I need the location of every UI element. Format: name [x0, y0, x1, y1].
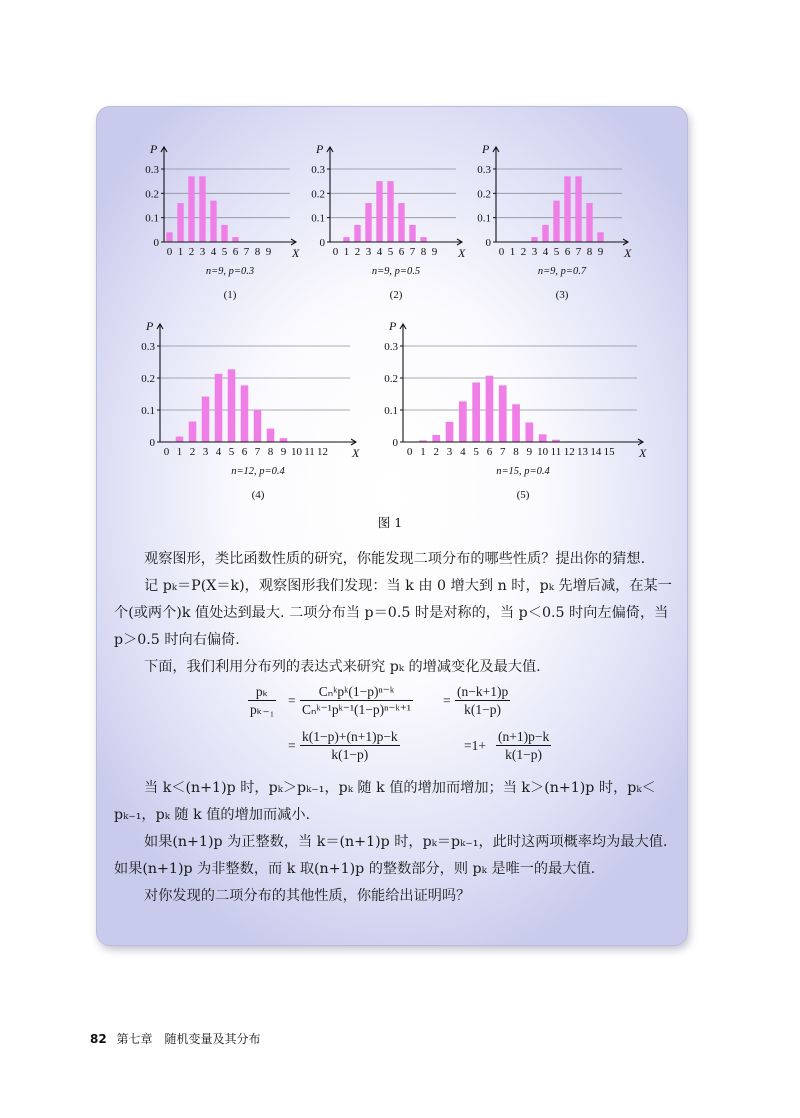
y-tick-label: 0.3	[384, 341, 398, 353]
x-tick-label: 8	[254, 246, 261, 258]
y-tick-label: 0.1	[141, 405, 155, 417]
chart-caption: n=9, p=0.3	[205, 266, 255, 277]
x-tick-label: 5	[228, 446, 235, 458]
chart-binomial-1	[138, 140, 298, 316]
x-tick-label: 4	[210, 246, 217, 258]
bar	[459, 401, 467, 442]
y-tick-label: 0.2	[145, 188, 159, 201]
bar	[420, 237, 426, 242]
chart-svg	[138, 140, 298, 312]
x-tick-label: 3	[531, 246, 538, 258]
bar	[387, 181, 393, 242]
fraction-final: $\frac{(n+1)p-k}{k(1-p)}$	[498, 729, 550, 762]
bar	[189, 422, 197, 442]
bar	[215, 374, 223, 442]
ratio-derivation: $\frac{\text{pₖ}}{\text{pₖ₋₁}}$ = Cₙᵏpᵏ(1−p)ⁿ⁻ᵏ Cₙᵏ⁻¹pᵏ⁻¹(1−p)ⁿ⁻ᵏ⁺¹ = $\frac{(n-k+1)p}{k(1-p)}$ = $\frac{k(1-p)+(n+1)p-k}{k(1-p)}$ =1+ $\frac{(n+1)p-k}{k(1-p)}$	[250, 684, 550, 762]
y-tick-label: 0.3	[311, 164, 325, 176]
x-tick-label: 5	[473, 446, 479, 458]
fraction-expanded: $\frac{k(1-p)+(n+1)p-k}{k(1-p)}$	[302, 729, 398, 762]
bar	[166, 232, 172, 242]
chart-caption: n=15, p=0.4	[496, 466, 550, 477]
fraction-binomial-ratio: Cₙᵏpᵏ(1−p)ⁿ⁻ᵏ Cₙᵏ⁻¹pᵏ⁻¹(1−p)ⁿ⁻ᵏ⁺¹	[302, 684, 411, 717]
subfigure-label: (1)	[223, 289, 237, 301]
paragraph-2: 记 pₖ＝P(X＝k)，观察图形我们发现：当 k 由 0 增大到 n 时，pₖ 先增后减，在某一个(或两个)k 值处达到最大. 二项分布当 p＝0.5 时是对称的，当 p＜0.5 时向左偏倚，当 p＞0.5 时向右偏倚.	[114, 578, 672, 648]
y-tick-label: 0.1	[311, 212, 325, 225]
bar	[539, 434, 547, 442]
bar	[531, 237, 537, 242]
x-axis-label: X	[639, 446, 647, 460]
x-tick-label: 9	[526, 446, 533, 458]
y-axis-label: P	[389, 319, 397, 333]
bar	[210, 201, 216, 242]
x-tick-label: 1	[177, 246, 184, 258]
x-tick-label: 10	[291, 446, 302, 458]
bar	[176, 437, 184, 442]
y-tick-label: 0	[392, 437, 398, 449]
chart-binomial-3	[470, 140, 630, 316]
y-tick-label: 0.1	[384, 405, 398, 417]
subfigure-label: (5)	[516, 489, 530, 501]
x-tick-label: 9	[597, 246, 604, 258]
x-axis-label: X	[292, 246, 300, 260]
bar	[512, 404, 520, 442]
chart-binomial-4	[130, 316, 370, 516]
x-tick-label: 6	[486, 446, 493, 458]
x-tick-label: 1	[343, 246, 350, 258]
y-tick-label: 0	[149, 437, 155, 449]
x-tick-label: 3	[199, 246, 206, 258]
body-text	[114, 546, 672, 910]
x-tick-label: 5	[553, 246, 560, 258]
chart-binomial-2	[304, 140, 464, 316]
bar	[354, 225, 360, 242]
x-axis-label: X	[624, 246, 632, 260]
bar	[499, 385, 507, 442]
chart-svg	[304, 140, 464, 312]
subfigure-label: (4)	[251, 489, 265, 501]
paragraph-5: 如果(n+1)p 为正整数，当 k＝(n+1)p 时，pₖ＝pₖ₋₁，此时这两项概率均为最大值. 如果(n+1)p 为非整数，而 k 取(n+1)p 的整数部分，则 pₖ 是唯一的最大值.	[114, 834, 668, 877]
x-tick-label: 7	[575, 246, 582, 258]
x-tick-label: 4	[542, 246, 549, 258]
subfigure-label: (2)	[389, 289, 403, 301]
chart-svg	[367, 316, 657, 512]
paragraph-6: 对你发现的二项分布的其他性质，你能给出证明吗？	[144, 888, 471, 904]
x-tick-label: 2	[354, 246, 361, 258]
y-tick-label: 0	[485, 237, 491, 249]
y-tick-label: 0	[153, 237, 159, 249]
x-tick-label: 0	[498, 246, 505, 258]
bar	[553, 201, 559, 242]
bar	[432, 435, 440, 442]
bar	[586, 203, 592, 242]
bar	[376, 181, 382, 242]
y-axis-label: P	[146, 319, 154, 333]
chart-caption: n=12, p=0.4	[231, 466, 285, 477]
x-tick-label: 14	[590, 446, 602, 458]
x-tick-label: 0	[163, 446, 170, 458]
x-tick-label: 2	[188, 246, 195, 258]
x-tick-label: 7	[243, 246, 250, 258]
bar	[221, 225, 227, 242]
bar	[202, 397, 210, 442]
figure-label: 图 1	[377, 515, 403, 530]
bar	[564, 176, 570, 242]
bar	[486, 376, 494, 442]
x-tick-label: 1	[509, 246, 516, 258]
paragraph-1: 观察图形，类比函数性质的研究，你能发现二项分布的哪些性质？提出你的猜想.	[144, 551, 646, 567]
x-tick-label: 6	[398, 246, 405, 258]
page-number: 82	[90, 1032, 107, 1046]
bar	[343, 237, 349, 242]
bar	[542, 225, 548, 242]
bar	[254, 410, 262, 442]
chart-svg	[130, 316, 370, 512]
bar	[409, 225, 415, 242]
y-tick-label: 0.2	[141, 373, 155, 385]
y-axis-label: P	[316, 142, 324, 156]
x-tick-label: 0	[166, 246, 173, 258]
paragraph-3: 下面，我们利用分布列的表达式来研究 pₖ 的增减变化及最大值.	[144, 659, 541, 675]
chart-binomial-5	[367, 316, 657, 516]
bar	[398, 203, 404, 242]
bar	[177, 203, 183, 242]
subfigure-label: (3)	[555, 289, 569, 301]
x-tick-label: 3	[446, 446, 453, 458]
bar	[280, 438, 288, 442]
x-tick-label: 4	[460, 446, 466, 458]
bar	[199, 176, 205, 242]
x-tick-label: 0	[406, 446, 413, 458]
bar	[472, 382, 480, 442]
y-tick-label: 0	[319, 237, 325, 249]
fraction-simplified: $\frac{(n-k+1)p}{k(1-p)}$	[457, 684, 509, 717]
bar	[525, 422, 533, 442]
bar	[241, 385, 249, 442]
x-tick-label: 12	[563, 446, 575, 458]
paragraph-4: 当 k＜(n+1)p 时，pₖ＞pₖ₋₁，pₖ 随 k 值的增加而增加；当 k＞(n+1)p 时，pₖ＜pₖ₋₁，pₖ 随 k 值的增加而减小.	[114, 780, 656, 823]
x-tick-label: 8	[586, 246, 593, 258]
page-footer	[90, 1030, 261, 1047]
x-tick-label: 0	[332, 246, 339, 258]
x-axis-label: X	[458, 246, 466, 260]
x-tick-label: 2	[520, 246, 527, 258]
x-tick-label: 9	[431, 246, 438, 258]
x-tick-label: 6	[564, 246, 571, 258]
x-tick-label: 1	[176, 446, 183, 458]
x-tick-label: 15	[603, 446, 615, 458]
x-tick-label: 5	[387, 246, 394, 258]
x-tick-label: 9	[265, 246, 272, 258]
chapter-title: 第七章 随机变量及其分布	[116, 1032, 261, 1046]
x-tick-label: 2	[189, 446, 196, 458]
x-tick-label: 7	[409, 246, 416, 258]
x-tick-label: 11	[550, 446, 562, 458]
bar	[228, 369, 236, 442]
chart-caption: n=9, p=0.5	[371, 266, 421, 277]
y-tick-label: 0.3	[145, 164, 159, 176]
x-tick-label: 4	[215, 446, 222, 458]
x-tick-label: 5	[221, 246, 228, 258]
x-tick-label: 12	[317, 446, 328, 458]
bar	[188, 176, 194, 242]
x-tick-label: 3	[202, 446, 209, 458]
x-tick-label: 10	[537, 446, 549, 458]
x-tick-label: 2	[433, 446, 439, 458]
chart-caption: n=9, p=0.7	[537, 266, 587, 277]
x-tick-label: 7	[500, 446, 506, 458]
x-tick-label: 6	[232, 246, 239, 258]
x-tick-label: 7	[254, 446, 261, 458]
x-tick-label: 6	[241, 446, 248, 458]
fraction-pk-ratio: $\frac{\text{pₖ}}{\text{pₖ₋₁}}$	[250, 684, 275, 717]
bar	[446, 422, 454, 442]
bar	[232, 237, 238, 242]
y-tick-label: 0.1	[477, 212, 491, 225]
y-axis-label: P	[150, 142, 158, 156]
bar	[267, 429, 275, 442]
y-axis-label: P	[482, 142, 490, 156]
x-tick-label: 4	[376, 246, 383, 258]
bar	[597, 232, 603, 242]
y-tick-label: 0.3	[477, 164, 491, 176]
y-tick-label: 0.1	[145, 212, 159, 225]
x-tick-label: 11	[304, 446, 315, 458]
bar	[575, 176, 581, 242]
chart-svg	[470, 140, 630, 312]
x-tick-label: 3	[365, 246, 372, 258]
bar	[365, 203, 371, 242]
x-tick-label: 13	[577, 446, 589, 458]
y-tick-label: 0.2	[477, 188, 491, 201]
x-axis-label: X	[352, 446, 360, 460]
x-tick-label: 9	[280, 446, 287, 458]
x-tick-label: 1	[420, 446, 426, 458]
x-tick-label: 8	[267, 446, 274, 458]
y-tick-label: 0.2	[311, 188, 325, 201]
y-tick-label: 0.3	[141, 341, 155, 353]
x-tick-label: 8	[420, 246, 427, 258]
x-tick-label: 8	[513, 446, 519, 458]
y-tick-label: 0.2	[384, 373, 398, 385]
